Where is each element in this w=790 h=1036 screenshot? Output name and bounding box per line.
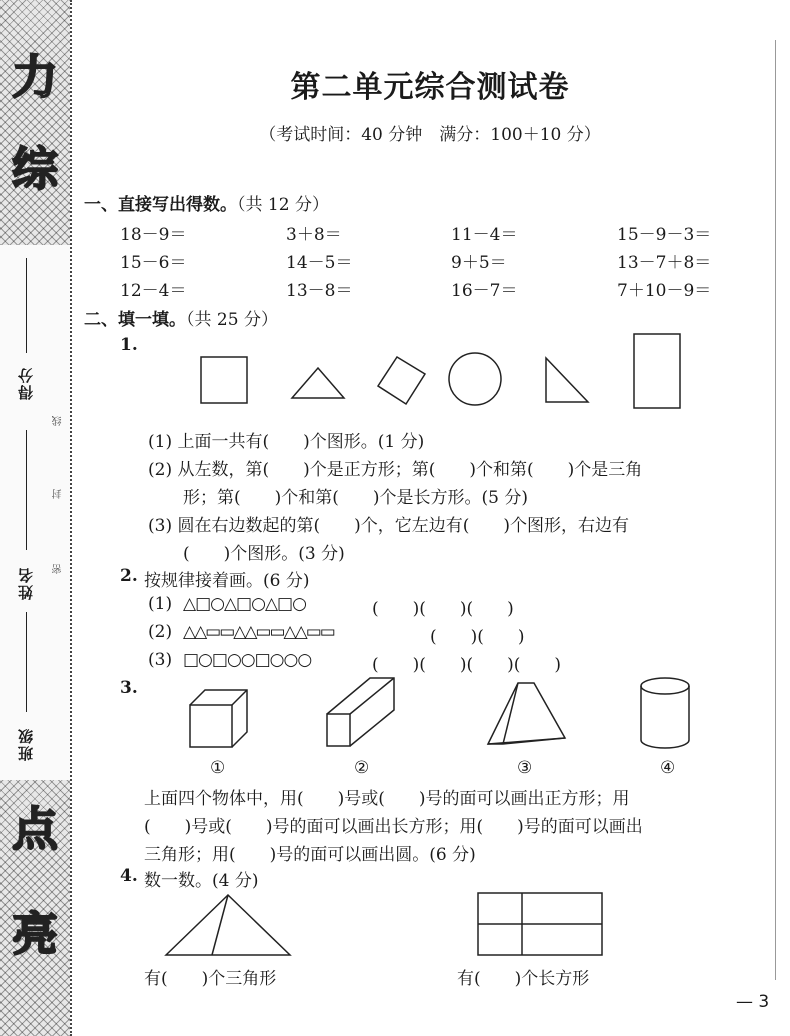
solid-label: ①: [210, 758, 226, 778]
q1-line: (1) 上面一共有( )个图形。(1 分): [148, 432, 425, 452]
q3-number: 3.: [120, 678, 138, 698]
calc-item: 16－7＝: [451, 281, 518, 301]
score-label: 得分: [17, 366, 35, 400]
section2-points: （共 25 分）: [186, 310, 278, 330]
q3-line: ( )号或( )号的面可以画出长方形；用( )号的面可以画出: [144, 817, 643, 837]
page-title: 第二单元综合测试卷: [290, 70, 570, 105]
brand-char-dian: 点: [12, 802, 58, 856]
section2-title: 二、填一填。: [84, 310, 186, 330]
q2-row-label: (3): [148, 650, 173, 670]
calc-item: 15－9－3＝: [617, 225, 712, 245]
q2-row-sequence: △□○△□○△□○: [183, 594, 306, 614]
q4-number: 4.: [120, 866, 138, 886]
q1-line: ( )个图形。(3 分): [183, 544, 345, 564]
class-label: 班级: [17, 727, 35, 761]
calc-item: 12－4＝: [120, 281, 187, 301]
calc-item: 9＋5＝: [451, 253, 507, 273]
q2-row-blanks: ( )( )( ): [372, 599, 514, 619]
page-subtitle: （考试时间：40 分钟 满分：100＋10 分）: [259, 125, 601, 145]
q2-row-label: (2): [148, 622, 173, 642]
rectangle-figure: [478, 893, 602, 955]
brand-char-zong: 综: [12, 142, 58, 196]
q4-answer-triangles: 有( )个三角形: [144, 969, 277, 989]
q1-line: (2) 从左数，第( )个是正方形；第( )个和第( )个是三角: [148, 460, 643, 480]
q2-number: 2.: [120, 566, 138, 586]
section1-title: 一、直接写出得数。: [84, 195, 237, 215]
q1-line: (3) 圆在右边数起的第( )个，它左边有( )个图形，右边有: [148, 516, 630, 536]
q1-number: 1.: [120, 335, 138, 355]
q2-row-sequence: □○□○○□○○○: [183, 650, 312, 670]
q3-line: 上面四个物体中，用( )号或( )号的面可以画出正方形；用: [144, 789, 630, 809]
q2-row-blanks: ( )( )( )( ): [372, 655, 562, 675]
calc-item: 15－6＝: [120, 253, 187, 273]
solid-label: ②: [354, 758, 370, 778]
solid-label: ④: [660, 758, 676, 778]
q4-answer-rectangles: 有( )个长方形: [457, 969, 590, 989]
q4-title: 数一数。(4 分): [144, 871, 259, 891]
q2-row-blanks: ( )( ): [430, 627, 525, 647]
triangle-figure: [166, 895, 290, 955]
calc-item: 7＋10－9＝: [617, 281, 712, 301]
seal-mark-mi: 密: [53, 564, 64, 574]
solid-label: ③: [517, 758, 533, 778]
calc-item: 11－4＝: [451, 225, 518, 245]
seal-mark-line: 线: [53, 416, 64, 426]
q3-line: 三角形；用( )号的面可以画出圆。(6 分): [144, 845, 476, 865]
calc-item: 18－9＝: [120, 225, 187, 245]
section1-points: （共 12 分）: [237, 195, 329, 215]
calc-item: 13－7＋8＝: [617, 253, 712, 273]
name-label: 姓名: [17, 566, 35, 600]
seal-mark-feng: 封: [53, 489, 64, 499]
page-number: — 3: [736, 992, 770, 1012]
brand-char-liang: 亮: [12, 907, 58, 961]
q1-line: 形；第( )个和第( )个是长方形。(5 分): [183, 488, 529, 508]
q2-title: 按规律接着画。(6 分): [144, 571, 310, 591]
q2-row-label: (1): [148, 594, 173, 614]
calc-item: 14－5＝: [286, 253, 353, 273]
q2-row-sequence: △△▭▭△△▭▭△△▭▭: [183, 622, 334, 642]
brand-char-li: 力: [12, 50, 58, 104]
calc-item: 13－8＝: [286, 281, 353, 301]
calc-item: 3＋8＝: [286, 225, 342, 245]
